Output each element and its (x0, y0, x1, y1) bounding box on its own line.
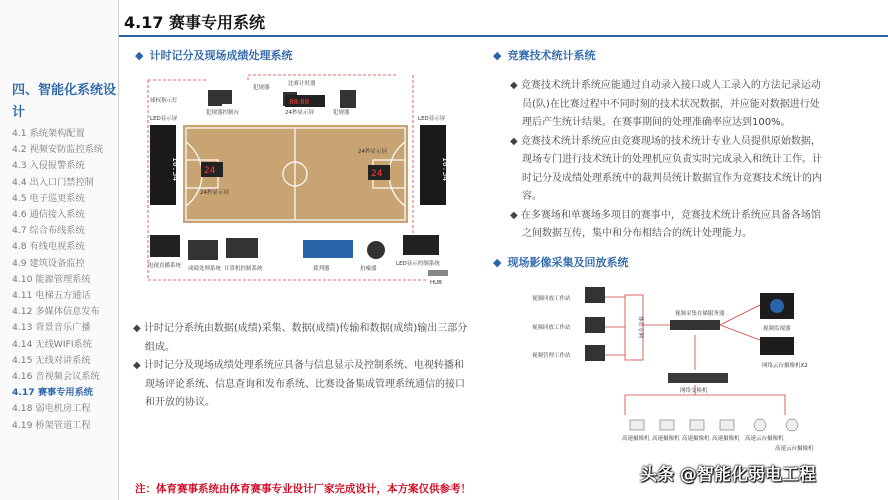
diamond-bullet-icon: ◆ (135, 49, 144, 62)
sidebar (0, 0, 118, 500)
workstations (532, 287, 605, 361)
sidebar-item[interactable]: 4.7 综合布线系统 (12, 225, 85, 237)
svg-text:高速云台摄像机: 高速云台摄像机 (745, 436, 784, 442)
sidebar-item[interactable]: 4.6 通信接入系统 (12, 209, 85, 221)
sidebar-item-active[interactable]: 4.17 赛事专用系统 (12, 387, 93, 399)
sidebar-item[interactable]: 4.8 有线电视系统 (12, 241, 85, 253)
right-heading-1-text: 竞赛技术统计系统 (507, 49, 596, 62)
sidebar-item[interactable]: 4.11 电梯五方通话 (12, 290, 91, 302)
sidebar-item[interactable]: 4.13 背景音乐广播 (12, 322, 91, 334)
sidebar-item[interactable]: 4.9 建筑设备监控 (12, 257, 85, 269)
right-bullets (510, 77, 828, 244)
left-bullet: ◆ 计时记分系统由数据(成绩)采集、数据(成绩)传输和数据(成绩)输出三部分组成。 (133, 323, 468, 353)
right-bullet: ◆ 竞赛技术统计系统应能通过自动录入接口或人工录入的方法记录运动员(队)在比赛过程中不同时刻的技术状况数据，并应能对数据进行处理后产生统计结果。在赛事期间的处理准确率应达到100%。 (510, 80, 821, 128)
left-led-display (150, 114, 180, 205)
right-bullet: ◆ 在多赛场和单赛场多项目的赛事中，竞赛技术统计系统应具备各场馆之间数据互传，集中和分布相结合的统计处理能力。 (510, 209, 821, 239)
left-section-heading (135, 47, 292, 63)
svg-text:24秒显示屏: 24秒显示屏 (200, 190, 229, 196)
svg-text:HUB: HUB (430, 280, 442, 286)
svg-text:88:88: 88:88 (289, 98, 310, 106)
svg-text:高速摄像机: 高速摄像机 (712, 436, 740, 442)
svg-text:成绩处理系统: 成绩处理系统 (188, 266, 222, 272)
sidebar-item[interactable]: 4.4 出入口门禁控制 (12, 176, 94, 188)
svg-text:24秒显示屏: 24秒显示屏 (358, 149, 387, 155)
svg-text:24: 24 (204, 166, 216, 176)
svg-text:抗噪器: 抗噪器 (360, 266, 377, 272)
sidebar-item[interactable]: 4.2 视频安防监控系统 (12, 144, 104, 156)
left-bullet: ◆ 计时记分及现场成绩处理系统应具备与信息显示及控制系统、电视转播和现场评论系统、信息查询和发布系统、比赛设备集成管理系统通信的接口和开放的协议。 (133, 360, 465, 408)
svg-text:24: 24 (371, 169, 383, 179)
sidebar-item[interactable]: 4.12 多媒体信息发布 (12, 306, 100, 318)
sidebar-item[interactable]: 4.18 弱电机房工程 (12, 403, 91, 415)
sidebar-heading: 四、智能化系统设计 (12, 83, 117, 120)
bottom-equipment (148, 235, 448, 286)
page-title: 4.17 赛事专用系统 (124, 13, 266, 32)
diamond-bullet-icon: ◆ (493, 256, 502, 269)
sidebar-item[interactable]: 4.16 音视频会议系统 (12, 371, 100, 383)
svg-text:视频回放工作站: 视频回放工作站 (532, 296, 571, 302)
sidebar-item[interactable]: 4.5 电子巡更系统 (12, 192, 85, 204)
svg-text:LED显示控制系统: LED显示控制系统 (396, 261, 440, 267)
svg-text:视频采集存储服务器: 视频采集存储服务器 (675, 311, 725, 317)
left-heading-text: 计时记分及现场成绩处理系统 (149, 49, 293, 62)
svg-text:10:34: 10:34 (171, 157, 180, 182)
svg-text:视频监视器: 视频监视器 (763, 326, 791, 332)
diamond-bullet-icon: ◆ (493, 49, 502, 62)
right-section-heading-2 (493, 254, 628, 270)
sidebar-item[interactable]: 4.15 无线对讲系统 (12, 354, 91, 366)
left-bullets (133, 320, 473, 413)
svg-text:10:34: 10:34 (441, 157, 450, 182)
cameras-row (622, 419, 814, 452)
svg-text:体育专网: 体育专网 (637, 316, 643, 339)
sidebar-item[interactable]: 4.14 无线WIFI系统 (12, 338, 92, 350)
sidebar-divider (118, 0, 119, 500)
storage-server (670, 309, 725, 330)
svg-text:LED显示屏: LED显示屏 (150, 116, 178, 122)
sidebar-item[interactable]: 4.3 入侵报警系统 (12, 160, 85, 172)
svg-text:球权指示灯: 球权指示灯 (150, 98, 178, 104)
top-devices (150, 79, 356, 116)
svg-text:犯规器: 犯规器 (333, 110, 350, 116)
right-heading-2-text: 现场影像采集及回放系统 (507, 256, 629, 269)
sidebar-item[interactable]: 4.10 能源管理系统 (12, 273, 91, 285)
svg-text:LED显示屏: LED显示屏 (418, 116, 446, 122)
svg-text:裁判器: 裁判器 (313, 266, 330, 272)
right-section-heading-1 (493, 47, 595, 63)
svg-text:高速云台摄像机: 高速云台摄像机 (775, 446, 814, 452)
right-led-display (418, 114, 450, 205)
watermark: 头条 @智能化弱电工程 (640, 465, 816, 485)
svg-text:计算机控制系统: 计算机控制系统 (224, 266, 263, 272)
video-monitor (760, 293, 794, 332)
video-replay-diagram (530, 275, 830, 465)
svg-text:高速摄像机: 高速摄像机 (622, 436, 650, 442)
network-switch (668, 373, 728, 394)
svg-text:比赛计时器: 比赛计时器 (288, 81, 316, 87)
svg-text:网络交换机: 网络交换机 (680, 388, 708, 394)
svg-text:电视直播系统: 电视直播系统 (148, 263, 182, 269)
svg-text:24秒显示屏: 24秒显示屏 (285, 110, 314, 116)
svg-text:犯规器: 犯规器 (253, 85, 270, 91)
sidebar-item[interactable]: 4.19 桥架管道工程 (12, 419, 91, 431)
svg-text:高速摄像机: 高速摄像机 (652, 436, 680, 442)
sidebar-list (12, 126, 103, 434)
right-bullet: ◆ 竞赛技术统计系统应由竞赛现场的技术统计专业人员提供原始数据，现场专门进行技术统计的处理机应负责实时完成录入和统计工作。计时记分及成绩处理系统中的裁判员统计数据宜作为竞赛技术统计的内容。 (510, 135, 822, 202)
svg-text:视频管理工作站: 视频管理工作站 (532, 353, 571, 359)
svg-text:网络云台摄像机X2: 网络云台摄像机X2 (762, 363, 808, 369)
svg-text:犯规器控制台: 犯规器控制台 (206, 110, 240, 116)
svg-text:高速摄像机: 高速摄像机 (682, 436, 710, 442)
title-rule (119, 35, 888, 37)
cloud-camera (760, 337, 808, 369)
scoring-system-diagram (128, 70, 473, 292)
svg-text:视频回放工作站: 视频回放工作站 (532, 325, 571, 331)
sidebar-item[interactable]: 4.1 系统架构配置 (12, 128, 85, 139)
footer-note: 注：体育赛事系统由体育赛事专业设计厂家完成设计，本方案仅供参考！ (135, 483, 471, 495)
